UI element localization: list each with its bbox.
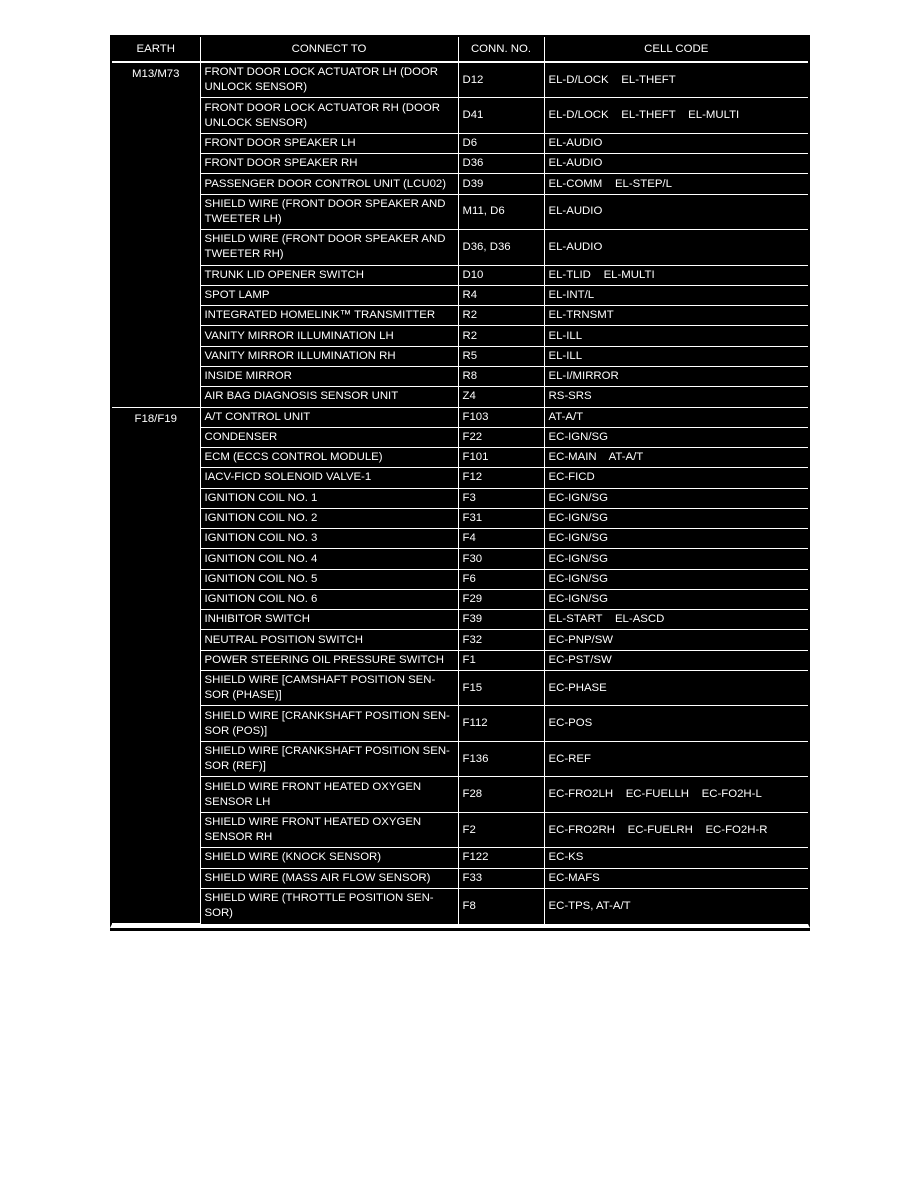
connect-to-cell: SHIELD WIRE [CRANKSHAFT POSITION SEN- SOR (REF)] <box>200 741 458 776</box>
cell-code-cell: EL-I/MIRROR <box>544 367 808 387</box>
connect-to-cell: INSIDE MIRROR <box>200 367 458 387</box>
conn-no-cell: F31 <box>458 508 544 528</box>
table-row <box>112 387 808 407</box>
cell-code-cell: EL-START EL-ASCD <box>544 610 808 630</box>
cell-code-cell: EL-AUDIO <box>544 230 808 265</box>
connect-to-cell: FRONT DOOR LOCK ACTUATOR RH (DOOR UNLOCK SENSOR) <box>200 98 458 133</box>
cell-code-cell: EC-IGN/SG <box>544 549 808 569</box>
cell-code-cell: EC-PHASE <box>544 670 808 705</box>
cell-code-cell: EC-IGN/SG <box>544 508 808 528</box>
table-row <box>112 741 808 776</box>
table-header-row <box>112 37 808 62</box>
conn-no-cell: F103 <box>458 407 544 427</box>
connect-to-cell: SHIELD WIRE FRONT HEATED OXYGEN SENSOR RH <box>200 812 458 847</box>
conn-no-cell: D39 <box>458 174 544 194</box>
connect-to-cell: A/T CONTROL UNIT <box>200 407 458 427</box>
wiring-table-container <box>110 35 810 928</box>
table-row <box>112 777 808 812</box>
cell-code-column-header: CELL CODE <box>544 37 808 62</box>
cell-code-cell: RS-SRS <box>544 387 808 407</box>
table-row <box>112 529 808 549</box>
connect-to-cell: SHIELD WIRE (FRONT DOOR SPEAKER AND TWEETER RH) <box>200 230 458 265</box>
connect-to-cell: SPOT LAMP <box>200 285 458 305</box>
connect-to-cell: IGNITION COIL NO. 6 <box>200 589 458 609</box>
table-row <box>112 508 808 528</box>
earth-point-cell: M13/M73 <box>112 62 200 407</box>
conn-no-cell: F12 <box>458 468 544 488</box>
table-row <box>112 650 808 670</box>
connect-to-cell: SHIELD WIRE [CRANKSHAFT POSITION SEN- SOR (POS)] <box>200 706 458 741</box>
table-row <box>112 285 808 305</box>
cell-code-cell: EL-COMM EL-STEP/L <box>544 174 808 194</box>
table-row <box>112 133 808 153</box>
connect-to-cell: SHIELD WIRE FRONT HEATED OXYGEN SENSOR LH <box>200 777 458 812</box>
connect-to-cell: POWER STEERING OIL PRESSURE SWITCH <box>200 650 458 670</box>
conn-no-cell: D41 <box>458 98 544 133</box>
cell-code-cell: EC-IGN/SG <box>544 569 808 589</box>
cell-code-cell: EC-FRO2LH EC-FUELLH EC-FO2H-L <box>544 777 808 812</box>
conn-no-cell: F122 <box>458 848 544 868</box>
table-row <box>112 407 808 427</box>
cell-code-cell: EC-IGN/SG <box>544 488 808 508</box>
connect-to-cell: FRONT DOOR LOCK ACTUATOR LH (DOOR UNLOCK SENSOR) <box>200 62 458 98</box>
table-row <box>112 610 808 630</box>
table-row <box>112 194 808 229</box>
conn-no-cell: F28 <box>458 777 544 812</box>
earth-connection-table <box>112 37 808 924</box>
cell-code-cell: EC-REF <box>544 741 808 776</box>
conn-no-cell: F8 <box>458 888 544 923</box>
conn-no-cell: F32 <box>458 630 544 650</box>
cell-code-cell: EC-MAIN AT-A/T <box>544 448 808 468</box>
table-row <box>112 549 808 569</box>
table-row <box>112 569 808 589</box>
connect-to-column-header: CONNECT TO <box>200 37 458 62</box>
connect-to-cell: SHIELD WIRE (MASS AIR FLOW SENSOR) <box>200 868 458 888</box>
conn-no-cell: F112 <box>458 706 544 741</box>
cell-code-cell: EC-POS <box>544 706 808 741</box>
conn-no-cell: F101 <box>458 448 544 468</box>
cell-code-cell: EL-AUDIO <box>544 154 808 174</box>
table-row <box>112 326 808 346</box>
cell-code-cell: EC-FRO2RH EC-FUELRH EC-FO2H-R <box>544 812 808 847</box>
conn-no-cell: D6 <box>458 133 544 153</box>
conn-no-cell: F39 <box>458 610 544 630</box>
cell-code-cell: EL-TLID EL-MULTI <box>544 265 808 285</box>
table-body <box>112 62 808 924</box>
cell-code-cell: EC-TPS, AT-A/T <box>548 899 631 912</box>
conn-no-cell: M11, D6 <box>458 194 544 229</box>
connect-to-cell: IGNITION COIL NO. 2 <box>200 508 458 528</box>
table-row <box>112 98 808 133</box>
conn-no-cell: F30 <box>458 549 544 569</box>
connect-to-cell: VANITY MIRROR ILLUMINATION LH <box>200 326 458 346</box>
table-row <box>112 448 808 468</box>
cell-code-cell: EL-TRNSMT <box>544 306 808 326</box>
conn-no-cell: F2 <box>458 812 544 847</box>
earth-point-cell: F18/F19 <box>112 407 200 923</box>
table-row <box>112 630 808 650</box>
cell-code-cell: EL-AUDIO <box>544 194 808 229</box>
table-row <box>112 154 808 174</box>
connect-to-cell: INTEGRATED HOMELINK™ TRANSMITTER <box>200 306 458 326</box>
cell-code-cell: EC-IGN/SG <box>544 427 808 447</box>
conn-no-cell: F4 <box>458 529 544 549</box>
table-row <box>112 62 808 98</box>
table-row <box>112 367 808 387</box>
connect-to-cell: IACV-FICD SOLENOID VALVE-1 <box>200 468 458 488</box>
table-row <box>112 812 808 847</box>
cell-code-cell: EC-PST/SW <box>544 650 808 670</box>
connect-to-cell: IGNITION COIL NO. 4 <box>200 549 458 569</box>
conn-no-cell: R8 <box>458 367 544 387</box>
connect-to-cell: SHIELD WIRE (FRONT DOOR SPEAKER AND TWEETER LH) <box>200 194 458 229</box>
table-row <box>112 174 808 194</box>
connect-to-cell: CONDENSER <box>200 427 458 447</box>
connect-to-cell: TRUNK LID OPENER SWITCH <box>200 265 458 285</box>
cell-code-cell: EL-INT/L <box>544 285 808 305</box>
conn-no-cell: F29 <box>458 589 544 609</box>
table-row <box>112 589 808 609</box>
table-row <box>112 427 808 447</box>
connect-to-cell: IGNITION COIL NO. 3 <box>200 529 458 549</box>
connect-to-cell: IGNITION COIL NO. 1 <box>200 488 458 508</box>
conn-no-cell: Z4 <box>458 387 544 407</box>
table-row <box>112 670 808 705</box>
cell-code-cell: AT-A/T <box>544 407 808 427</box>
cell-code-cell: EL-ILL <box>544 326 808 346</box>
cell-code-cell: EC-FICD <box>544 468 808 488</box>
earth-column-header: EARTH <box>112 37 200 62</box>
conn-no-cell: F15 <box>458 670 544 705</box>
table-row <box>112 488 808 508</box>
conn-no-cell: D12 <box>458 62 544 98</box>
connect-to-cell: FRONT DOOR SPEAKER RH <box>200 154 458 174</box>
connect-to-cell: IGNITION COIL NO. 5 <box>200 569 458 589</box>
conn-no-cell: F22 <box>458 427 544 447</box>
connect-to-cell: FRONT DOOR SPEAKER LH <box>200 133 458 153</box>
connect-to-cell: PASSENGER DOOR CONTROL UNIT (LCU02) <box>200 174 458 194</box>
table-row <box>112 265 808 285</box>
conn-no-cell: F136 <box>458 741 544 776</box>
conn-no-cell: R5 <box>458 346 544 366</box>
conn-no-cell: F33 <box>458 868 544 888</box>
connect-to-cell: AIR BAG DIAGNOSIS SENSOR UNIT <box>200 387 458 407</box>
conn-no-cell: F1 <box>458 650 544 670</box>
cell-code-cell: EL-D/LOCK EL-THEFT <box>544 62 808 98</box>
table-row <box>112 346 808 366</box>
conn-no-cell: R2 <box>458 306 544 326</box>
conn-no-column-header: CONN. NO. <box>458 37 544 62</box>
table-row <box>112 888 808 923</box>
cell-code-cell: EL-D/LOCK EL-THEFT EL-MULTI <box>544 98 808 133</box>
connect-to-cell: INHIBITOR SWITCH <box>200 610 458 630</box>
table-row <box>112 848 808 868</box>
conn-no-cell: R4 <box>458 285 544 305</box>
connect-to-cell: SHIELD WIRE (THROTTLE POSITION SEN- SOR) <box>200 888 458 923</box>
connect-to-cell: ECM (ECCS CONTROL MODULE) <box>200 448 458 468</box>
conn-no-cell: F6 <box>458 569 544 589</box>
connect-to-cell: NEUTRAL POSITION SWITCH <box>200 630 458 650</box>
table-row <box>112 230 808 265</box>
connect-to-cell: VANITY MIRROR ILLUMINATION RH <box>200 346 458 366</box>
table-row <box>112 706 808 741</box>
cell-code-cell: EC-IGN/SG <box>544 589 808 609</box>
table-row <box>112 468 808 488</box>
cell-code-cell: EC-MAFS <box>544 868 808 888</box>
cell-code-cell: EC-PNP/SW <box>544 630 808 650</box>
cell-code-cell: EC-IGN/SG <box>544 529 808 549</box>
cell-code-cell: EL-ILL <box>544 346 808 366</box>
table-row <box>112 868 808 888</box>
cell-code-cell: EL-AUDIO <box>544 133 808 153</box>
table-row <box>112 306 808 326</box>
connect-to-cell: SHIELD WIRE (KNOCK SENSOR) <box>200 848 458 868</box>
connect-to-cell: SHIELD WIRE [CAMSHAFT POSITION SEN- SOR (PHASE)] <box>200 670 458 705</box>
conn-no-cell: D36, D36 <box>458 230 544 265</box>
conn-no-cell: F3 <box>458 488 544 508</box>
conn-no-cell: D10 <box>458 265 544 285</box>
conn-no-cell: R2 <box>458 326 544 346</box>
cell-code-cell: EC-KS <box>544 848 808 868</box>
conn-no-cell: D36 <box>458 154 544 174</box>
